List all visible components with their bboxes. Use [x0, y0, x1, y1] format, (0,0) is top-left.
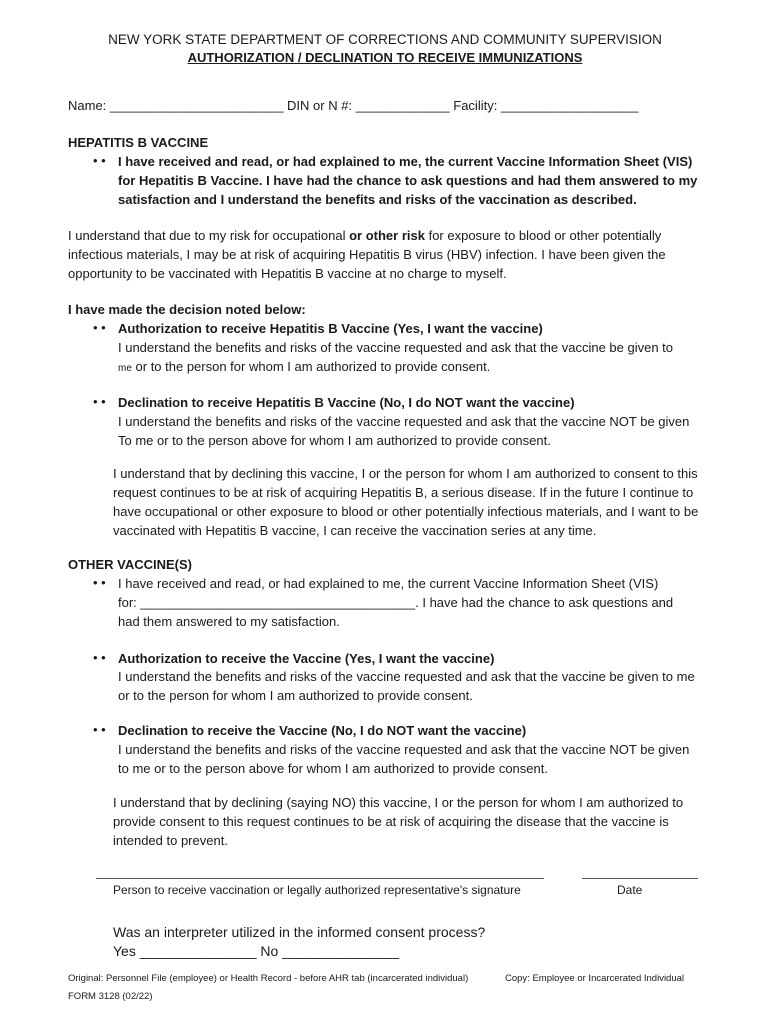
- risk-text: I understand that due to my risk for occupational: [68, 228, 350, 243]
- checkbox-hep-b-declination[interactable]: • •: [93, 394, 106, 409]
- hep-b-warning-line-2: request continues to be at risk of acquiring Hepatitis B, a serious disease. If in the future I continue to: [113, 485, 694, 500]
- hep-b-auth-line-1: I understand the benefits and risks of the vaccine requested and ask that the vaccine be given to: [118, 340, 674, 355]
- other-warning-line-1: I understand that by declining (saying NO) this vaccine, I or the person for whom I am authorized to: [113, 795, 684, 810]
- hep-b-vis-line-1: I have received and read, or had explained to me, the current Vaccine Information Sheet (VIS): [118, 154, 693, 169]
- hep-b-risk-line-3: opportunity to be vaccinated with Hepatitis B vaccine at no charge to myself.: [68, 266, 507, 281]
- checkbox-hep-b-vis[interactable]: • •: [93, 153, 106, 168]
- footer-copy: Copy: Employee or Incarcerated Individual: [505, 973, 685, 984]
- hep-b-vis-line-3: satisfaction and I understand the benefits and risks of the vaccination as described.: [118, 192, 637, 207]
- other-auth-line-2: or to the person for whom I am authorized to provide consent.: [118, 688, 473, 703]
- risk-text: for exposure to blood or other potentially: [424, 228, 662, 243]
- auth-text: or to the person for whom I am authorized to provide consent.: [131, 359, 491, 374]
- other-auth-line-1: I understand the benefits and risks of the vaccine requested and ask that the vaccine be given to me: [118, 669, 695, 684]
- hep-b-vis-line-2: for Hepatitis B Vaccine. I have had the chance to ask questions and had them answered to my: [118, 173, 698, 188]
- risk-emphasis: or other risk: [349, 228, 425, 243]
- other-auth-heading: Authorization to receive the Vaccine (Yes, I want the vaccine): [118, 651, 495, 666]
- date-label: Date: [617, 883, 643, 897]
- interpreter-question: Was an interpreter utilized in the informed consent process?: [113, 924, 486, 940]
- other-warning-line-3: intended to prevent.: [113, 833, 228, 848]
- other-vis-line-1: I have received and read, or had explained to me, the current Vaccine Information Sheet (VIS): [118, 576, 659, 591]
- signature-line[interactable]: [96, 878, 544, 879]
- other-decl-heading: Declination to receive the Vaccine (No, I do NOT want the vaccine): [118, 723, 527, 738]
- hep-b-auth-line-2: [118, 357, 490, 378]
- department-header: NEW YORK STATE DEPARTMENT OF CORRECTIONS AND COMMUNITY SUPERVISION: [108, 32, 662, 47]
- other-decl-line-1: I understand the benefits and risks of the vaccine requested and ask that the vaccine NOT be given: [118, 742, 690, 757]
- checkbox-other-vis[interactable]: • •: [93, 575, 106, 590]
- footer-original: Original: Personnel File (employee) or Health Record - before AHR tab (incarcerated individual): [68, 973, 469, 984]
- hep-b-decl-line-2: To me or to the person above for whom I am authorized to provide consent.: [118, 433, 551, 448]
- hep-b-warning-line-3: have occupational or other exposure to blood or other potentially infectious materials, and I want to be: [113, 504, 699, 519]
- signature-label: Person to receive vaccination or legally authorized representative's signature: [113, 883, 521, 897]
- interpreter-answer-line[interactable]: Yes _______________ No _______________: [113, 943, 399, 959]
- form-number: FORM 3128 (02/22): [68, 991, 153, 1002]
- date-line[interactable]: [582, 878, 698, 879]
- hep-b-warning-line-1: I understand that by declining this vaccine, I or the person for whom I am authorized to consent to this: [113, 466, 698, 481]
- checkbox-hep-b-authorization[interactable]: • •: [93, 320, 106, 335]
- fields-line[interactable]: Name: ________________________ DIN or N #: _____________ Facility: ___________________: [68, 98, 639, 113]
- other-heading: OTHER VACCINE(S): [68, 557, 192, 572]
- hep-b-auth-heading: Authorization to receive Hepatitis B Vaccine (Yes, I want the vaccine): [118, 321, 543, 336]
- other-vis-line-2[interactable]: for: ______________________________________. I have had the chance to ask questions and: [118, 595, 674, 610]
- form-title: AUTHORIZATION / DECLINATION TO RECEIVE IMMUNIZATIONS: [187, 50, 583, 65]
- hep-b-heading: HEPATITIS B VACCINE: [68, 135, 209, 150]
- other-decl-line-2: to me or to the person above for whom I am authorized to provide consent.: [118, 761, 548, 776]
- hep-b-decl-heading: Declination to receive Hepatitis B Vaccine (No, I do NOT want the vaccine): [118, 395, 575, 410]
- hep-b-risk-line-1: [68, 226, 661, 245]
- hep-b-warning-line-4: vaccinated with Hepatitis B vaccine, I can receive the vaccination series at any time.: [113, 523, 597, 538]
- hep-b-decl-line-1: I understand the benefits and risks of the vaccine requested and ask that the vaccine NOT be given: [118, 414, 690, 429]
- auth-text-small: me: [118, 363, 132, 374]
- other-vis-line-3: had them answered to my satisfaction.: [118, 614, 340, 629]
- other-warning-line-2: provide consent to this request continues to be at risk of acquiring the disease that the vaccine is: [113, 814, 669, 829]
- hep-b-risk-line-2: infectious materials, I may be at risk of acquiring Hepatitis B virus (HBV) infection. I have been given the: [68, 247, 666, 262]
- checkbox-other-authorization[interactable]: • •: [93, 650, 106, 665]
- decision-heading: I have made the decision noted below:: [68, 302, 306, 317]
- checkbox-other-declination[interactable]: • •: [93, 722, 106, 737]
